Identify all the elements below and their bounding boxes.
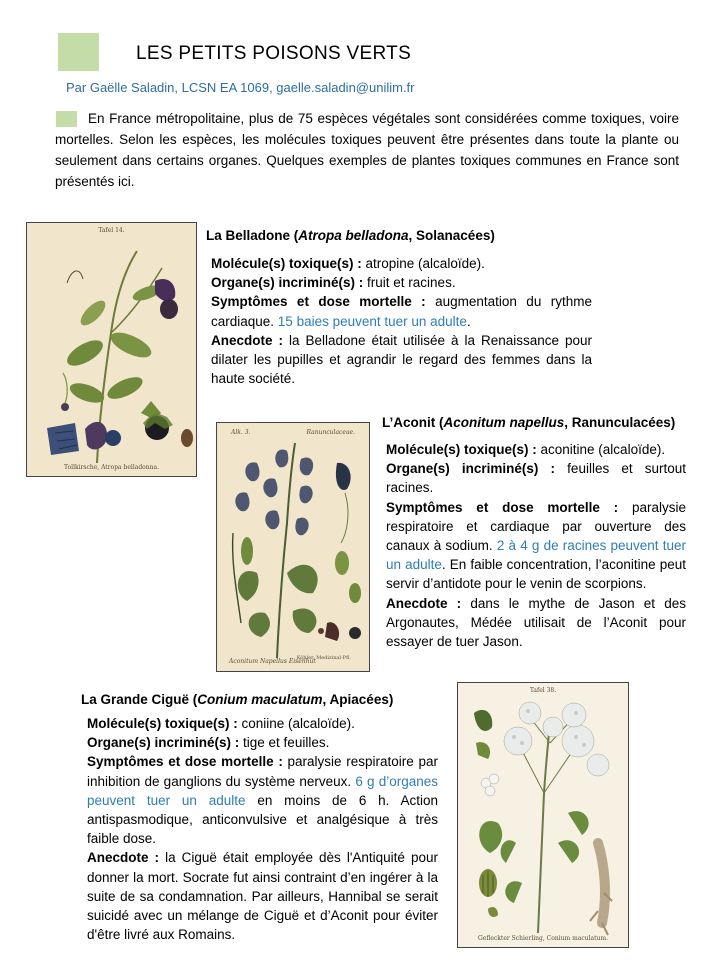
aconit-plate	[216, 422, 370, 672]
author-line: Par Gaëlle Saladin, LCSN EA 1069, gaelle.saladin@unilim.fr	[66, 80, 415, 95]
cigue-description: Molécule(s) toxique(s) : coniine (alcaloïde). Organe(s) incriminé(s) : tige et feuilles. Symptômes et dose mortelle : paralysie respiratoire par inhibition de ganglions du système nerveux. 6 g d’organes peuvent tuer un adulte en moins de 6 h. Action antispasmodique, anticonvulsive et analgésique à très faible dose. Anecdote : la Ciguë était employée dès l'Antiquité pour donner la mort. Socrate fut ainsi contraint d’en ingérer à la suite de sa condamnation. Par ailleurs, Hannibal se serait suicidé avec un mélange de Ciguë et d’Aconit pour éviter d'être livré aux Romains.	[87, 716, 439, 943]
cigue-illustration	[458, 683, 630, 949]
belladone-plate-caption-bottom: Tollkirsche, Atropa belladonna.	[64, 464, 159, 471]
belladone-title: La Belladone (Atropa belladona, Solanacées)	[206, 228, 495, 243]
intro-text: En France métropolitaine, plus de 75 espèces végétales sont considérées comme toxiques, voire mortelles. Selon les espèces, les molécules toxiques peuvent être présentes dans toute la plante ou seulement dans certains organes. Quelques exemples de plantes toxiques communes en France sont présentés ici.	[55, 111, 679, 189]
belladone-plate-caption-top: Tafel 14.	[98, 227, 125, 234]
aconit-plate-caption-topright: Ranunculaceae.	[306, 429, 355, 436]
cigue-plate-caption-bottom: Gefleckter Schierling, Conium maculatum.	[478, 935, 608, 942]
aconit-illustration	[217, 423, 371, 673]
belladone-description: Molécule(s) toxique(s) : atropine (alcaloïde). Organe(s) incriminé(s) : fruit et racines. Symptômes et dose mortelle : augmentation du rythme cardiaque. 15 baies peuvent tuer un adulte. Anecdote : la Belladone était utilisée à la Renaissance pour dilater les pupilles et agrandir le regard des femmes dans la haute société.	[211, 256, 592, 387]
cigue-plate-caption-top: Tafel 38.	[529, 687, 557, 694]
aconit-dose: 2 à 4 g de racines peuvent tuer un adulte	[386, 538, 686, 573]
belladone-dose: 15 baies peuvent tuer un adulte	[277, 313, 467, 329]
cigue-plate	[457, 682, 629, 948]
aconit-description: Molécule(s) toxique(s) : aconitine (alcaloïde). Organe(s) incriminé(s) : feuilles et surtout racines. Symptômes et dose mortelle : paralysie respiratoire et cardiaque par ouverture des canaux à sodium. 2 à 4 g de racines peuvent tuer un adulte. En faible concentration, l’aconitine peut servir d’antidote pour le venin de scorpions. Anecdote : dans le mythe de Jason et des Argonautes, Médée utilisait de l’Aconit pour essayer de tuer Jason.	[386, 442, 686, 650]
page-title: LES PETITS POISONS VERTS	[136, 43, 412, 64]
belladone-plate	[26, 222, 197, 477]
cigue-dose: 6 g d’organes peuvent tuer un adulte	[87, 773, 439, 808]
aconit-title: L’Aconit (Aconitum napellus, Ranunculacées)	[382, 415, 676, 430]
cigue-title: La Grande Ciguë (Conium maculatum, Apiacées)	[81, 692, 394, 707]
title-square	[58, 33, 99, 71]
intro-paragraph	[55, 108, 679, 192]
aconit-plate-caption-topleft: Alk. 3.	[231, 429, 251, 436]
belladone-illustration	[27, 223, 198, 478]
aconit-plate-caption-bottomleft: Aconitum Napellus Eisenhut	[229, 658, 316, 665]
aconit-plate-caption-bottomright: Köhler, Medizinal-Pfl.	[296, 655, 351, 661]
